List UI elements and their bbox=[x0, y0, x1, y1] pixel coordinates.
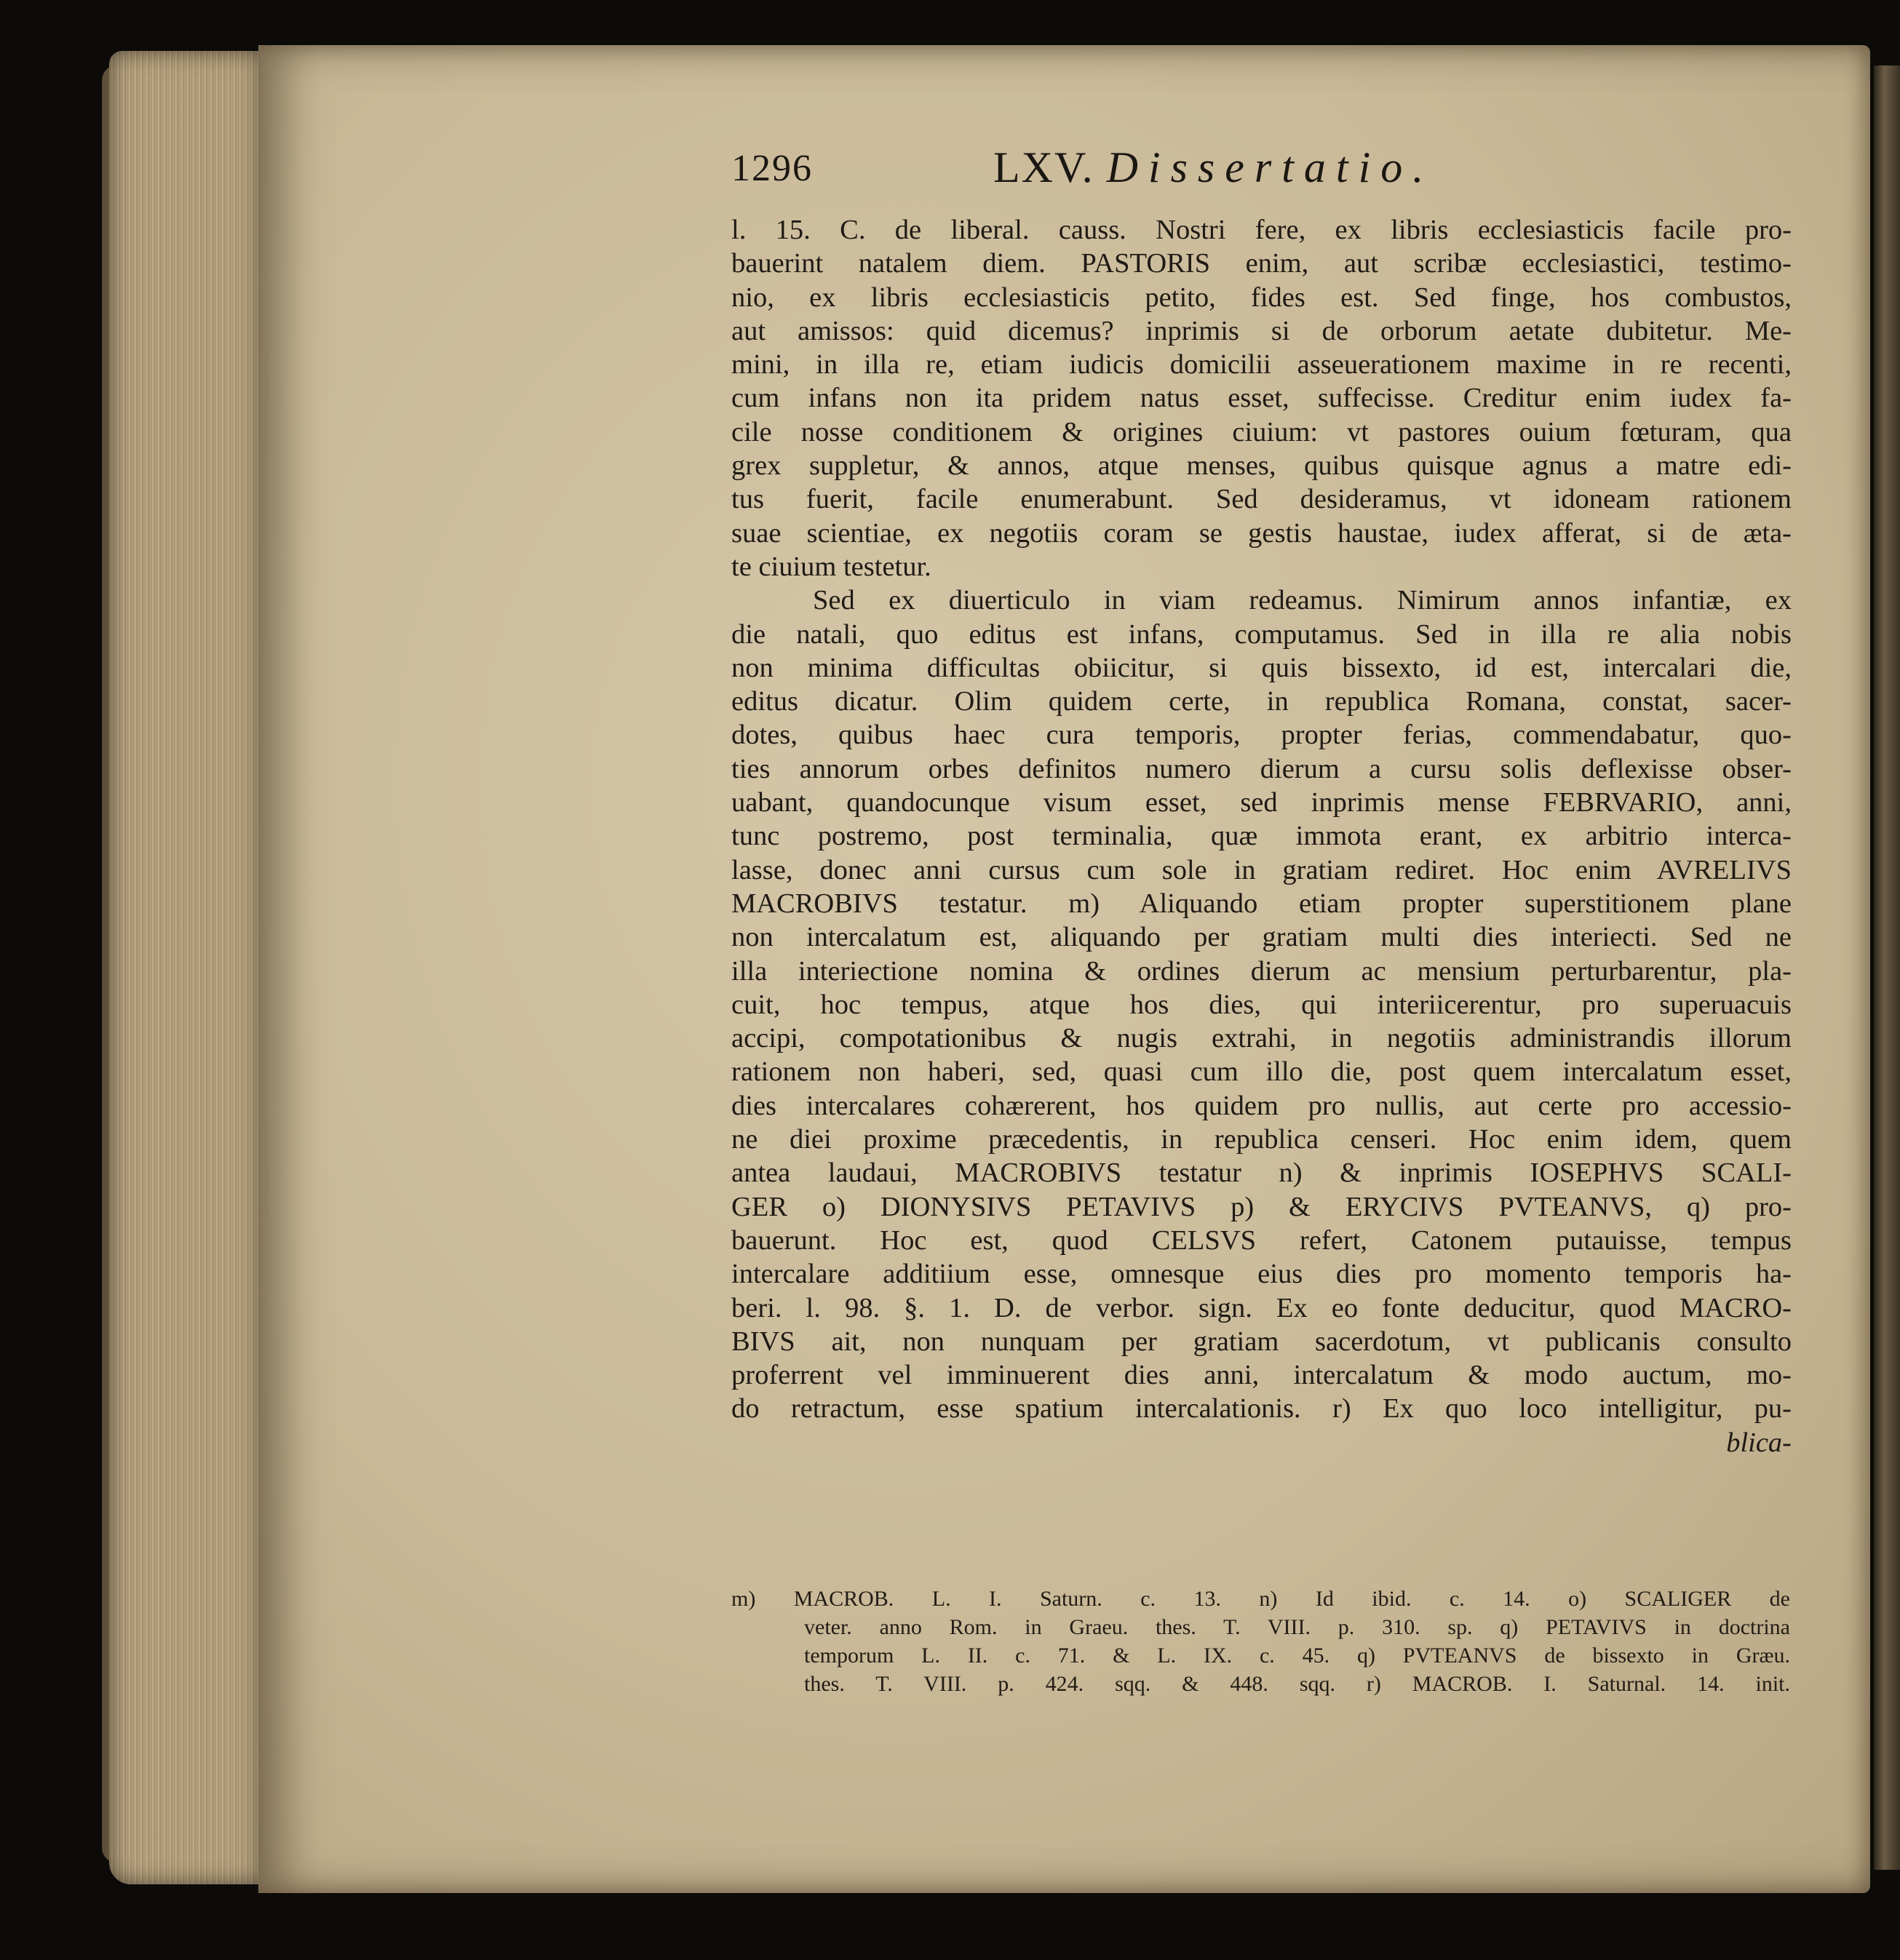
text-line: non intercalatum est, aliquando per gratiam multi dies interiecti. Sed ne bbox=[731, 922, 1792, 953]
footnotes bbox=[731, 1585, 1790, 1698]
title-numeral: LXV. bbox=[993, 143, 1094, 191]
text-line: lasse, donec anni cursus cum sole in gratiam rediret. Hoc enim AVRELIVS bbox=[731, 854, 1792, 885]
text-line: BIVS ait, non nunquam per gratiam sacerdotum, vt publicanis consulto bbox=[731, 1326, 1792, 1357]
facing-page-edge bbox=[1874, 65, 1900, 1870]
text-line: MACROBIVS testatur. m) Aliquando etiam propter superstitionem plane bbox=[731, 888, 1792, 919]
text-line: tunc postremo, post terminalia, quæ immota erant, ex arbitrio interca- bbox=[731, 821, 1792, 852]
text-line: rationem non haberi, sed, quasi cum illo die, post quem intercalatum esset, bbox=[731, 1056, 1792, 1088]
text-line: aut amissos: quid dicemus? inprimis si de orborum aetate dubitetur. Me- bbox=[731, 315, 1792, 346]
body-text bbox=[731, 213, 1792, 1459]
text-line: dotes, quibus haec cura temporis, propter ferias, commendabatur, quo- bbox=[731, 720, 1792, 751]
text-line: editus dicatur. Olim quidem certe, in republica Romana, constat, sacer- bbox=[731, 686, 1792, 717]
text-line: beri. l. 98. §. 1. D. de verbor. sign. Ex eo fonte deducitur, quod MACRO- bbox=[731, 1292, 1792, 1323]
text-line: bauerint natalem diem. PASTORIS enim, aut scribæ ecclesiastici, testimo- bbox=[731, 248, 1792, 279]
text-line: Sed ex diuerticulo in viam redeamus. Nimirum annos infantiæ, ex bbox=[813, 585, 1792, 616]
footnote-line: veter. anno Rom. in Graeu. thes. T. VIII. p. 310. sp. q) PETAVIVS in doctrina bbox=[804, 1615, 1790, 1639]
text-line: intercalare additiium esse, omnesque eius dies pro momento temporis ha- bbox=[731, 1259, 1792, 1290]
page-block-edge bbox=[109, 51, 262, 1884]
text-line: antea laudaui, MACROBIVS testatur n) & inprimis IOSEPHVS SCALI- bbox=[731, 1158, 1792, 1189]
text-line: die natali, quo editus est infans, computamus. Sed in illa re alia nobis bbox=[731, 618, 1792, 650]
text-line: nio, ex libris ecclesiasticis petito, fides est. Sed finge, hos combustos, bbox=[731, 282, 1792, 313]
text-line: te ciuium testetur. bbox=[731, 551, 931, 582]
text-line: non minima difficultas obiicitur, si quis bissexto, id est, intercalari die, bbox=[731, 652, 1792, 683]
text-line: do retractum, esse spatium intercalationis. r) Ex quo loco intelligitur, pu- bbox=[731, 1393, 1792, 1425]
footnote-line: m) MACROB. L. I. Saturn. c. 13. n) Id ibid. c. 14. o) SCALIGER de bbox=[731, 1587, 1790, 1611]
text-line: accipi, compotationibus & nugis extrahi, in negotiis administrandis illorum bbox=[731, 1023, 1792, 1054]
text-line: mini, in illa re, etiam iudicis domicilii asseuerationem maxime in re recenti, bbox=[731, 349, 1792, 381]
text-line: proferrent vel imminuerent dies anni, intercalatum & modo auctum, mo- bbox=[731, 1360, 1792, 1391]
text-line: dies intercalares cohærerent, hos quidem pro nullis, aut certe pro accessio- bbox=[731, 1090, 1792, 1121]
text-line: cuit, hoc tempus, atque hos dies, qui interiicerentur, pro superuacuis bbox=[731, 989, 1792, 1020]
text-line: ties annorum orbes definitos numero dierum a cursu solis deflexisse obser- bbox=[731, 753, 1792, 784]
running-header bbox=[731, 143, 1794, 198]
text-line: uabant, quandocunque visum esset, sed inprimis mense FEBRVARIO, anni, bbox=[731, 787, 1792, 818]
text-line: illa interiectione nomina & ordines dierum ac mensium perturbarentur, pla- bbox=[731, 955, 1792, 987]
text-line: cum infans non ita pridem natus esset, suffecisse. Creditur enim iudex fa- bbox=[731, 383, 1792, 414]
text-line: l. 15. C. de liberal. causs. Nostri fere, ex libris ecclesiasticis facile pro- bbox=[731, 215, 1792, 245]
footnote-line: thes. T. VIII. p. 424. sqq. & 448. sqq. r) MACROB. I. Saturnal. 14. init. bbox=[804, 1672, 1790, 1696]
page-number: 1296 bbox=[731, 148, 813, 189]
text-line: tus fuerit, facile enumerabunt. Sed desideramus, vt idoneam rationem bbox=[731, 484, 1792, 515]
text-line: bauerunt. Hoc est, quod CELSVS refert, Catonem putauisse, tempus bbox=[731, 1224, 1792, 1256]
catchword: blica- bbox=[1726, 1427, 1792, 1458]
text-line: grex suppletur, & annos, atque menses, quibus quisque agnus a matre edi- bbox=[731, 450, 1792, 482]
text-line: GER o) DIONYSIVS PETAVIVS p) & ERYCIVS PVTEANVS, q) pro- bbox=[731, 1191, 1792, 1222]
running-title bbox=[993, 143, 1434, 193]
text-line: cile nosse conditionem & origines ciuium: vt pastores ouium fœturam, qua bbox=[731, 416, 1792, 447]
text-line: ne diei proxime præcedentis, in republica censeri. Hoc enim idem, quem bbox=[731, 1124, 1792, 1155]
text-line: suae scientiae, ex negotiis coram se gestis haustae, iudex afferat, si de æta- bbox=[731, 517, 1792, 549]
footnote-line: temporum L. II. c. 71. & L. IX. c. 45. q) PVTEANVS de bissexto in Græu. bbox=[804, 1644, 1790, 1668]
title-word: Dissertatio. bbox=[1106, 143, 1434, 191]
